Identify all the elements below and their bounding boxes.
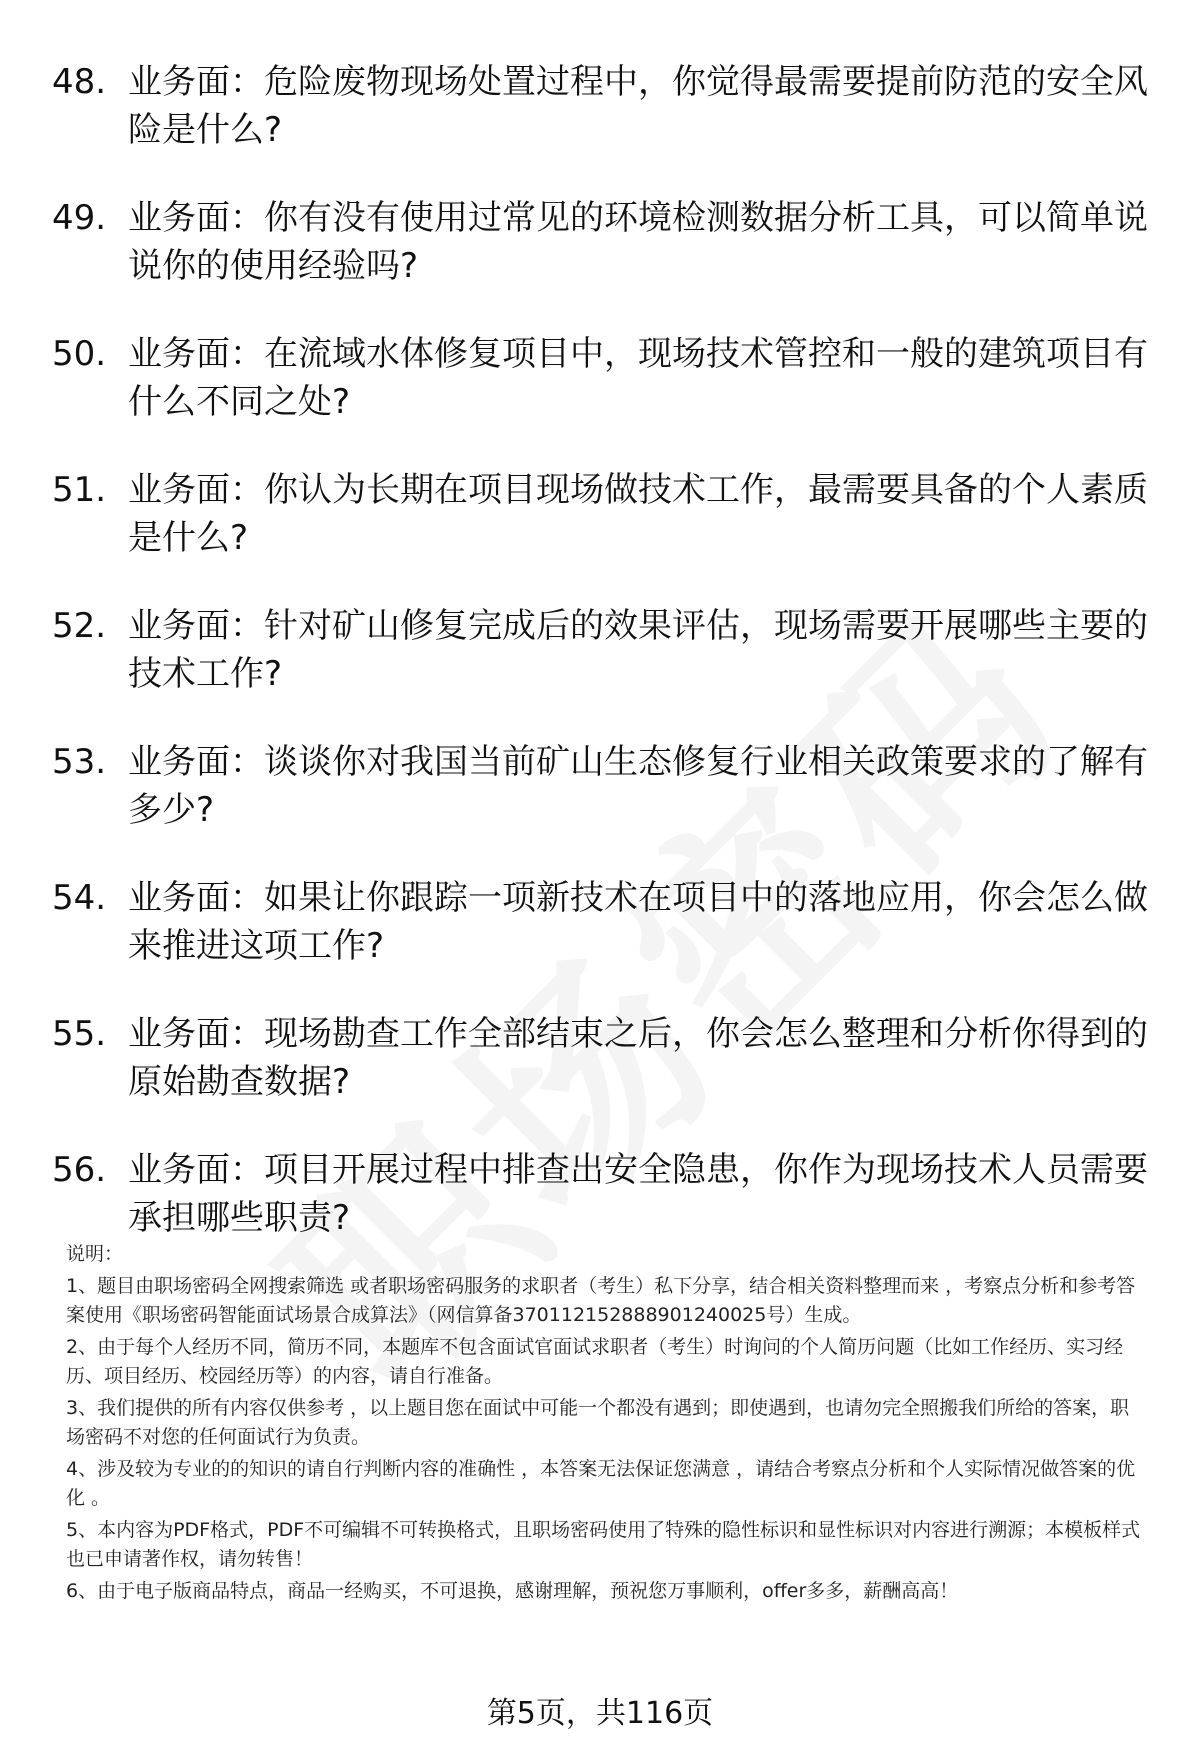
- question-text: 业务面：危险废物现场处置过程中，你觉得最需要提前防范的安全风险是什么?: [128, 62, 1148, 150]
- question-number: 49.: [52, 198, 107, 238]
- question-text: 业务面：你有没有使用过常见的环境检测数据分析工具，可以简单说说你的使用经验吗?: [128, 198, 1148, 286]
- note-item: 6、由于电子版商品特点，商品一经购买，不可退换，感谢理解，预祝您万事顺利，offer多多，薪酬高高！: [66, 1580, 959, 1602]
- question-text: 业务面：在流域水体修复项目中，现场技术管控和一般的建筑项目有什么不同之处?: [128, 334, 1148, 422]
- question-number: 56.: [52, 1150, 107, 1190]
- question-item: [52, 194, 1152, 290]
- notes-heading: 说明：: [66, 1243, 124, 1265]
- question-item: [52, 738, 1152, 834]
- note-item: 5、本内容为PDF格式，PDF不可编辑不可转换格式，且职场密码使用了特殊的隐性标识和显性标识对内容进行溯源；本模板样式也已申请著作权，请勿转售！: [66, 1519, 1141, 1570]
- question-number: 50.: [52, 334, 107, 374]
- question-item: [52, 602, 1152, 698]
- question-number: 54.: [52, 878, 107, 918]
- question-item: [52, 466, 1152, 562]
- question-item: [52, 1146, 1152, 1242]
- question-item: [52, 874, 1152, 970]
- question-item: [52, 1010, 1152, 1106]
- question-number: 48.: [52, 62, 107, 102]
- question-number: 55.: [52, 1014, 107, 1054]
- question-number: 51.: [52, 470, 107, 510]
- question-text: 业务面：谈谈你对我国当前矿山生态修复行业相关政策要求的了解有多少?: [128, 742, 1148, 830]
- note-item: 2、由于每个人经历不同，简历不同，本题库不包含面试官面试求职者（考生）时询问的个人简历问题（比如工作经历、实习经历、项目经历、校园经历等）的内容，请自行准备。: [66, 1336, 1124, 1387]
- question-list: [52, 58, 1152, 1282]
- question-text: 业务面：如果让你跟踪一项新技术在项目中的落地应用，你会怎么做来推进这项工作?: [128, 878, 1148, 966]
- note-item: 4、涉及较为专业的的知识的请自行判断内容的准确性 ，本答案无法保证您满意 ，请结合考察点分析和个人实际情况做答案的优化 。: [66, 1458, 1136, 1509]
- question-text: 业务面：项目开展过程中排查出安全隐患，你作为现场技术人员需要承担哪些职责?: [128, 1150, 1148, 1238]
- question-text: 业务面：针对矿山修复完成后的效果评估，现场需要开展哪些主要的技术工作?: [128, 606, 1148, 694]
- page-number: 第5页，共116页: [486, 1696, 714, 1731]
- question-item: [52, 58, 1152, 154]
- question-number: 52.: [52, 606, 107, 646]
- question-number: 53.: [52, 742, 107, 782]
- note-item: 1、题目由职场密码全网搜索筛选 或者职场密码服务的求职者（考生）私下分享，结合相关资料整理而来 ，考察点分析和参考答案使用《职场密码智能面试场景合成算法》（网信算备370112152888901240025号）生成。: [66, 1275, 1136, 1326]
- question-text: 业务面：你认为长期在项目现场做技术工作，最需要具备的个人素质是什么?: [128, 470, 1148, 558]
- notes-section: [66, 1240, 1146, 1609]
- question-item: [52, 330, 1152, 426]
- question-text: 业务面：现场勘查工作全部结束之后，你会怎么整理和分析你得到的原始勘查数据?: [128, 1014, 1148, 1102]
- note-item: 3、我们提供的所有内容仅供参考 ，以上题目您在面试中可能一个都没有遇到；即使遇到，也请勿完全照搬我们所给的答案，职场密码不对您的任何面试行为负责。: [66, 1397, 1130, 1448]
